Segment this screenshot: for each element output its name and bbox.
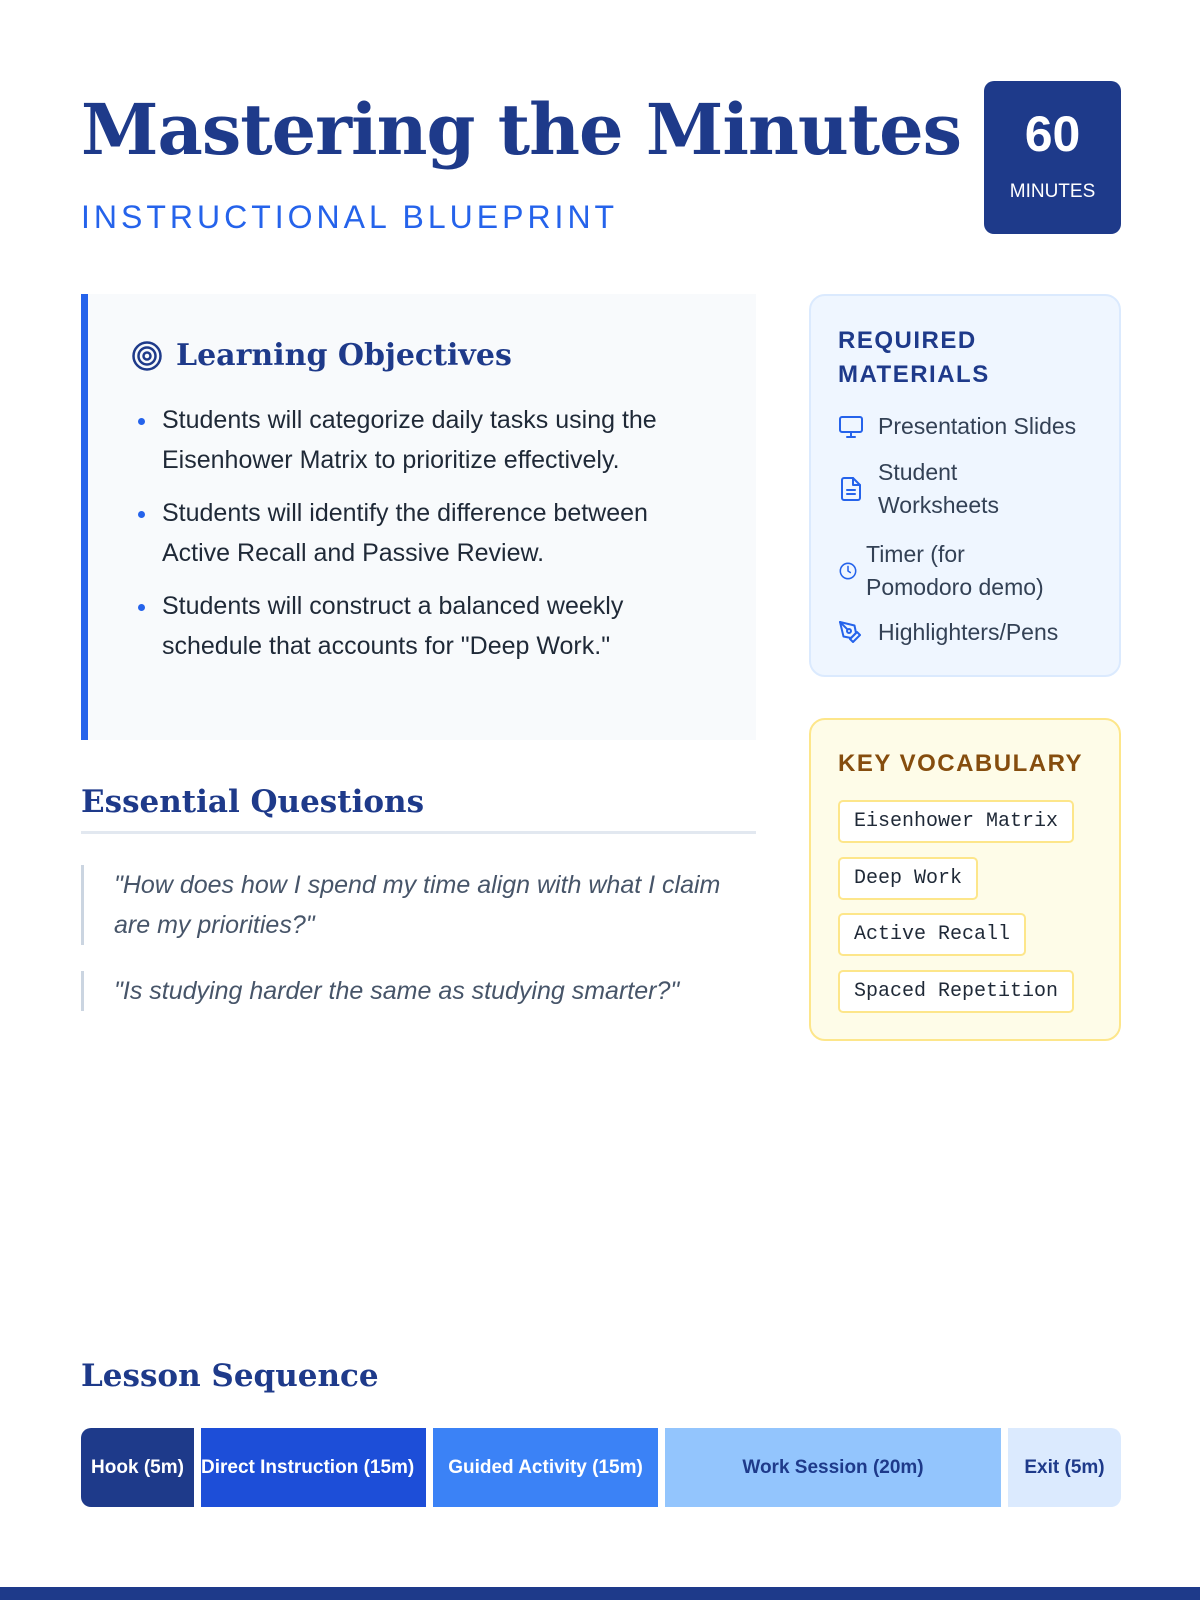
duration-unit: MINUTES [1009, 181, 1096, 202]
vocab-tag: Spaced Repetition [838, 970, 1074, 1013]
sequence-segment-direct-instruction: Direct Instruction (15m) [201, 1428, 426, 1507]
required-materials-panel [809, 294, 1121, 677]
vocab-tag: Active Recall [838, 913, 1026, 956]
objectives-header [131, 338, 512, 374]
vocab-tag: Eisenhower Matrix [838, 800, 1074, 843]
objective-item: Students will identify the difference between Active Recall and Passive Review. [135, 493, 715, 573]
sequence-segment-hook: Hook (5m) [81, 1428, 194, 1507]
page-title: Mastering the Minutes [81, 88, 962, 171]
material-item-highlighters [838, 616, 1058, 649]
material-label: Timer (for Pomodoro demo) [866, 541, 1044, 600]
lesson-sequence-bar [81, 1428, 1121, 1507]
material-label: Presentation Slides [878, 413, 1077, 439]
lesson-plan-page [81, 0, 1121, 1600]
duration-value: 60 [1024, 106, 1081, 162]
lesson-sequence-title: Lesson Sequence [81, 1358, 379, 1394]
footer-bar [0, 1587, 1200, 1600]
duration-badge [984, 81, 1121, 234]
document-icon [838, 476, 864, 502]
pen-icon [838, 620, 864, 646]
target-icon [131, 340, 163, 372]
key-vocabulary-panel [809, 718, 1121, 1041]
learning-objectives-panel [81, 294, 756, 740]
page-subtitle: INSTRUCTIONAL BLUEPRINT [81, 199, 619, 235]
objectives-list [135, 400, 715, 679]
essential-question: "Is studying harder the same as studying smarter?" [81, 971, 756, 1011]
sequence-segment-work-session: Work Session (20m) [665, 1428, 1001, 1507]
vocab-tag: Deep Work [838, 857, 978, 900]
vocabulary-title: KEY VOCABULARY [838, 750, 1084, 777]
essential-questions-title: Essential Questions [81, 784, 756, 834]
material-item-slides [838, 410, 1076, 443]
monitor-icon [838, 414, 864, 440]
essential-question: "How does how I spend my time align with what I claim are my priorities?" [81, 865, 756, 945]
material-item-worksheets [838, 456, 1028, 522]
sequence-segment-exit: Exit (5m) [1008, 1428, 1121, 1507]
sequence-segment-guided-activity: Guided Activity (15m) [433, 1428, 658, 1507]
objectives-title: Learning Objectives [176, 338, 512, 373]
materials-title: REQUIRED MATERIALS [838, 327, 990, 388]
material-item-timer [838, 538, 1066, 604]
clock-icon [838, 561, 858, 581]
objective-item: Students will categorize daily tasks using the Eisenhower Matrix to prioritize effectively. [135, 400, 715, 480]
material-label: Student Worksheets [878, 459, 1000, 518]
material-label: Highlighters/Pens [878, 619, 1059, 645]
objective-item: Students will construct a balanced weekly schedule that accounts for "Deep Work." [135, 586, 715, 666]
